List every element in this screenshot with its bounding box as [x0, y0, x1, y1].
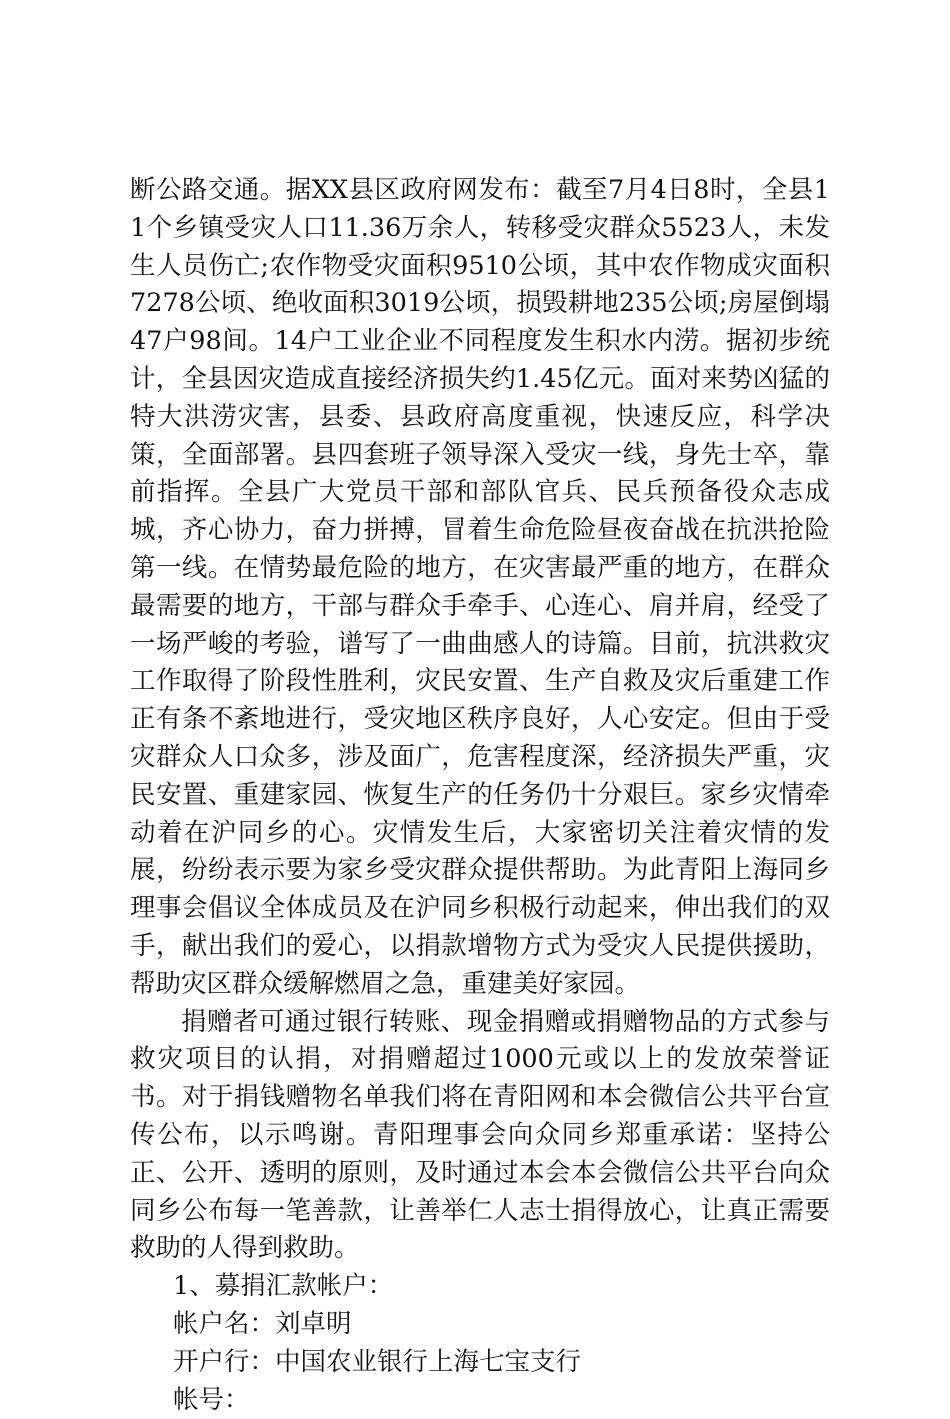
document-body	[130, 172, 830, 1419]
paragraph-donation-appeal: 捐赠者可通过银行转账、现金捐赠或捐赠物品的方式参与救灾项目的认捐，对捐赠超过1000元或以上的发放荣誉证书。对于捐钱赠物名单我们将在青阳网和本会微信公共平台宣传公布，以示鸣谢。青阳理事会向众同乡郑重承诺：坚持公正、公开、透明的原则，及时通过本会本会微信公共平台向众同乡公布每一笔善款，让善举仁人志士捐得放心，让真正需要救助的人得到救助。	[130, 1004, 830, 1269]
account-number: 帐号：	[130, 1382, 830, 1419]
bank-name: 开户行：中国农业银行上海七宝支行	[130, 1344, 830, 1382]
paragraph-flood-report: 断公路交通。据XX县区政府网发布：截至7月4日8时，全县11个乡镇受灾人口11.36万余人，转移受灾群众5523人，未发生人员伤亡;农作物受灾面积9510公顷，其中农作物成灾面积7278公顷、绝收面积3019公顷，损毁耕地235公顷;房屋倒塌47户98间。14户工业企业不同程度发生积水内涝。据初步统计，全县因灾造成直接经济损失约1.45亿元。面对来势凶猛的特大洪涝灾害，县委、县政府高度重视，快速反应，科学决策，全面部署。县四套班子领导深入受灾一线，身先士卒，靠前指挥。全县广大党员干部和部队官兵、民兵预备役众志成城，齐心协力，奋力拼搏，冒着生命危险昼夜奋战在抗洪抢险第一线。在情势最危险的地方，在灾害最严重的地方，在群众最需要的地方，干部与群众手牵手、心连心、肩并肩，经受了一场严峻的考验，谱写了一曲曲感人的诗篇。目前，抗洪救灾工作取得了阶段性胜利，灾民安置、生产自救及灾后重建工作正有条不紊地进行，受灾地区秩序良好，人心安定。但由于受灾群众人口众多，涉及面广，危害程度深，经济损失严重，灾民安置、重建家园、恢复生产的任务仍十分艰巨。家乡灾情牵动着在沪同乡的心。灾情发生后，大家密切关注着灾情的发展，纷纷表示要为家乡受灾群众提供帮助。为此青阳上海同乡理事会倡议全体成员及在沪同乡积极行动起来，伸出我们的双手，献出我们的爱心，以捐款增物方式为受灾人民提供援助，帮助灾区群众缓解燃眉之急，重建美好家园。	[130, 172, 830, 1004]
account-heading: 1、募捐汇款帐户：	[130, 1268, 830, 1306]
account-name: 帐户名：刘卓明	[130, 1306, 830, 1344]
